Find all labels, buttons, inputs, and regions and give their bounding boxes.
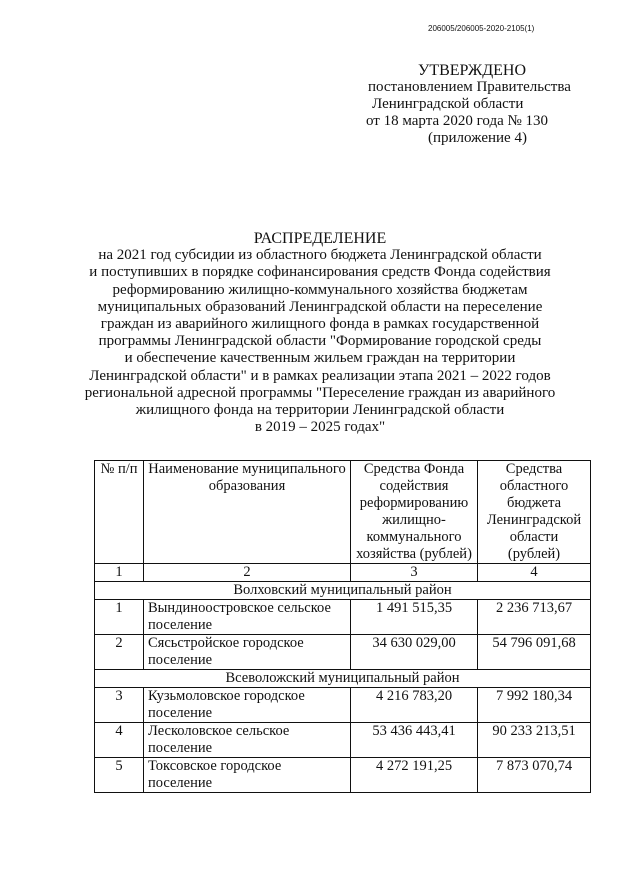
row-regional: 90 233 213,51 [478,723,591,758]
header-regional: Средства областного бюджета Ленинградской области (рублей) [478,461,591,564]
table-row [95,723,591,758]
approval-line: постановлением Правительства [368,79,571,95]
title-heading: РАСПРЕДЕЛЕНИЕ [253,230,387,247]
row-fund: 4 272 191,25 [351,758,478,793]
row-num: 2 [95,635,144,670]
row-name: Токсовское городское поселение [144,758,351,793]
table-row [95,635,591,670]
row-regional: 54 796 091,68 [478,635,591,670]
table-row [95,688,591,723]
title-line: муниципальных образований Ленинградской области на переселение [97,298,543,315]
title-line: и поступивших в порядке софинансирования средств Фонда содействия [89,264,551,281]
title-line: реформированию жилищно-коммунального хозяйства бюджетам [112,281,528,298]
approval-heading: УТВЕРЖДЕНО [418,62,527,79]
row-name: Лесколовское сельское поселение [144,723,351,758]
row-name: Вындиноостровское сельское поселение [144,600,351,635]
section-row [95,670,591,688]
col-number: 4 [478,564,591,582]
title-line: граждан из аварийного жилищного фонда в рамках государственной [100,316,540,333]
table-row [95,600,591,635]
row-name: Сясьстройское городское поселение [144,635,351,670]
row-num: 4 [95,723,144,758]
row-regional: 2 236 713,67 [478,600,591,635]
col-number: 2 [144,564,351,582]
document-title [60,230,580,436]
section-row [95,582,591,600]
title-line: в 2019 – 2025 годах" [254,419,386,436]
title-line: на 2021 год субсидии из областного бюджета Ленинградской области [98,247,542,264]
row-num: 5 [95,758,144,793]
header-fund: Средства Фонда содействия реформированию жилищно-коммунального хозяйства (рублей) [351,461,478,564]
approval-block [358,62,608,147]
row-fund: 53 436 443,41 [351,723,478,758]
row-fund: 4 216 783,20 [351,688,478,723]
title-line: Ленинградской области" и в рамках реализации этапа 2021 – 2022 годов [89,367,551,384]
title-line: программы Ленинградской области "Формирование городской среды [98,333,542,350]
row-regional: 7 992 180,34 [478,688,591,723]
row-num: 3 [95,688,144,723]
approval-line: (приложение 4) [428,130,527,146]
table-row [95,758,591,793]
approval-line: Ленинградской области [372,96,524,112]
approval-line: от 18 марта 2020 года № 130 [366,113,549,129]
column-number-row [95,564,591,582]
distribution-table [94,460,591,793]
row-num: 1 [95,600,144,635]
title-line: жилищного фонда на территории Ленинградской области [135,402,505,419]
row-fund: 1 491 515,35 [351,600,478,635]
row-name: Кузьмоловское городское поселение [144,688,351,723]
title-line: и обеспечение качественным жильем граждан на территории [124,350,516,367]
document-id: 206005/206005-2020-2105(1) [428,24,535,33]
col-number: 1 [95,564,144,582]
row-regional: 7 873 070,74 [478,758,591,793]
row-fund: 34 630 029,00 [351,635,478,670]
section-title: Волховский муниципальный район [95,582,591,600]
section-title: Всеволожский муниципальный район [95,670,591,688]
header-name: Наименование муниципального образования [144,461,351,564]
header-num: № п/п [95,461,144,564]
title-line: региональной адресной программы "Переселение граждан из аварийного [84,384,556,401]
table-header-row [95,461,591,564]
col-number: 3 [351,564,478,582]
